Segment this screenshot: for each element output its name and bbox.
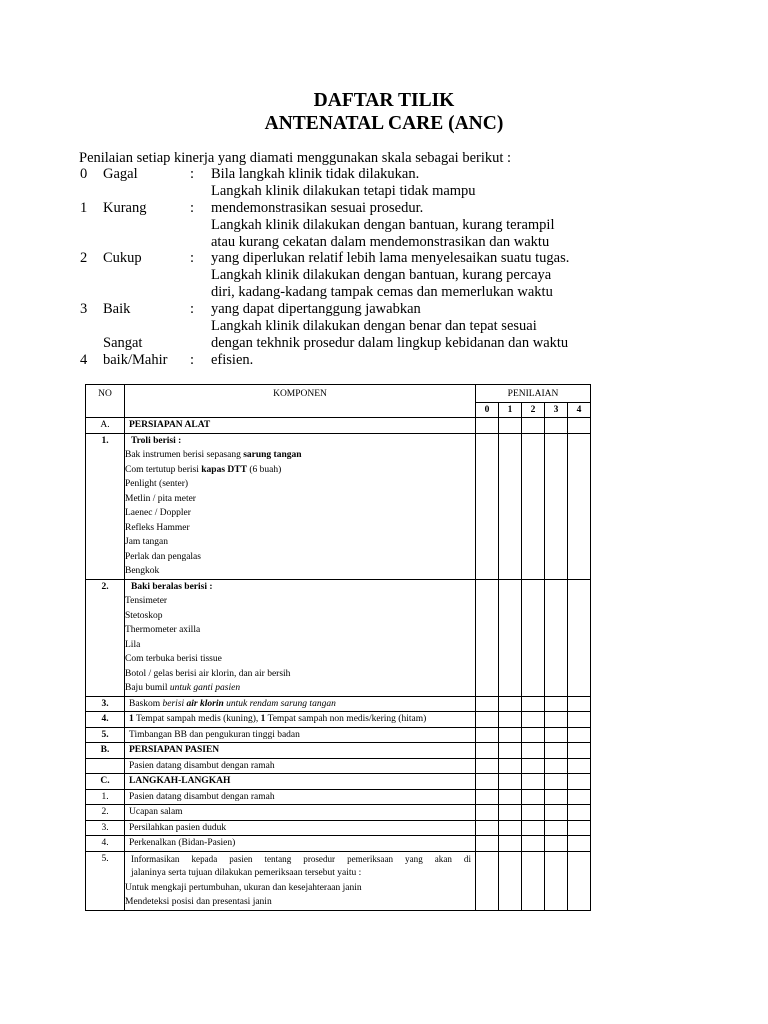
scale-2-desc: yang diperlukan relatif lebih lama menyelesaikan suatu tugas.	[211, 250, 570, 266]
list-item: Botol / gelas berisi air klorin, dan air bersih	[125, 668, 291, 679]
score-cell[interactable]	[499, 579, 522, 696]
scale-4-name-line2: baik/Mahir	[103, 352, 168, 368]
list-item: Com tertutup berisi kapas DTT (6 buah)	[125, 464, 282, 475]
score-cell[interactable]	[522, 743, 545, 759]
row-1-no: 1.	[86, 433, 125, 579]
list-item: Untuk mengkaji pertumbuhan, ukuran dan kesejahteraan janin	[125, 882, 362, 893]
score-cell[interactable]	[522, 774, 545, 790]
scale-3-name: Baik	[103, 301, 131, 317]
row-c5-no: 5.	[86, 851, 125, 910]
list-item: jalaninya serta tujuan dilakukan pemeriksaan tersebut yaitu :	[131, 868, 362, 878]
list-item: Tensimeter	[125, 596, 168, 606]
score-cell[interactable]	[522, 820, 545, 836]
table-row	[86, 727, 591, 743]
score-cell[interactable]	[476, 805, 499, 821]
row-3-no: 3.	[86, 696, 125, 712]
scale-2-desc-pre2: atau kurang cekatan dalam mendemonstrasikan dan waktu	[211, 234, 550, 250]
score-cell[interactable]	[499, 805, 522, 821]
score-cell[interactable]	[522, 696, 545, 712]
score-cell[interactable]	[476, 774, 499, 790]
score-cell[interactable]	[499, 433, 522, 579]
row-4-no: 4.	[86, 712, 125, 728]
score-cell[interactable]	[499, 727, 522, 743]
list-item: Bengkok	[125, 566, 160, 576]
row-c4-no: 4.	[86, 836, 125, 852]
score-cell[interactable]	[522, 727, 545, 743]
score-cell[interactable]	[568, 727, 591, 743]
header-no: NO	[86, 385, 125, 418]
list-item: Penlight (senter)	[125, 479, 189, 489]
table-row	[86, 579, 591, 696]
table-row	[86, 433, 591, 579]
scale-4-desc-pre1: Langkah klinik dilakukan dengan benar dan tepat sesuai	[211, 318, 537, 334]
document-title: DAFTAR TILIK	[313, 90, 455, 111]
row-1-component	[125, 433, 476, 579]
section-a-no: A.	[86, 418, 125, 434]
score-cell[interactable]	[568, 789, 591, 805]
score-cell[interactable]	[568, 851, 591, 910]
section-a-row	[86, 418, 591, 434]
checklist-table	[85, 384, 591, 911]
score-cell[interactable]	[476, 696, 499, 712]
score-cell[interactable]	[568, 579, 591, 696]
list-item: Mendeteksi posisi dan presentasi janin	[125, 897, 272, 907]
score-cell[interactable]	[476, 789, 499, 805]
table-row	[86, 851, 591, 910]
score-cell[interactable]	[545, 433, 568, 579]
section-b-label: PERSIAPAN PASIEN	[125, 743, 476, 759]
row-1-head: Troli berisi :	[131, 435, 182, 446]
score-cell[interactable]	[545, 805, 568, 821]
list-item: Refleks Hammer	[125, 522, 190, 533]
table-row	[86, 789, 591, 805]
row-c2-component: Ucapan salam	[125, 805, 476, 821]
score-cell[interactable]	[522, 712, 545, 728]
score-cell[interactable]	[545, 712, 568, 728]
table-row	[86, 836, 591, 852]
score-cell[interactable]	[545, 851, 568, 910]
score-cell[interactable]	[499, 820, 522, 836]
scale-3-colon: :	[190, 301, 195, 317]
section-b-row	[86, 743, 591, 759]
score-header-1: 1	[499, 402, 522, 418]
scale-2-name: Cukup	[103, 250, 142, 266]
document-subtitle: ANTENATAL CARE (ANC)	[264, 113, 504, 134]
row-3-component: Baskom berisi air klorin untuk rendam sarung tangan	[125, 696, 476, 712]
section-c-label: LANGKAH-LANGKAH	[125, 774, 476, 790]
row-b1-no	[86, 758, 125, 774]
scale-4-name-line1: Sangat	[103, 335, 143, 351]
scale-0-number: 0	[80, 166, 88, 182]
score-cell[interactable]	[545, 579, 568, 696]
scale-4-colon: :	[190, 352, 195, 368]
scale-4-desc: efisien.	[211, 352, 254, 368]
score-cell[interactable]	[522, 433, 545, 579]
header-komponen: KOMPONEN	[125, 385, 476, 418]
score-cell[interactable]	[545, 820, 568, 836]
row-5-no: 5.	[86, 727, 125, 743]
section-c-no: C.	[86, 774, 125, 790]
row-2-no: 2.	[86, 579, 125, 696]
score-cell[interactable]	[568, 805, 591, 821]
scale-0-name: Gagal	[103, 166, 138, 182]
row-4-component: 1 Tempat sampah medis (kuning), 1 Tempat sampah non medis/kering (hitam)	[125, 712, 476, 728]
list-item: Thermometer axilla	[125, 625, 201, 635]
score-cell[interactable]	[476, 418, 499, 434]
row-5-component: Timbangan BB dan pengukuran tinggi badan	[125, 727, 476, 743]
list-item: Com terbuka berisi tissue	[125, 654, 222, 664]
row-c1-no: 1.	[86, 789, 125, 805]
scale-4-number: 4	[80, 352, 88, 368]
score-cell[interactable]	[522, 758, 545, 774]
row-c2-no: 2.	[86, 805, 125, 821]
score-cell[interactable]	[568, 433, 591, 579]
score-cell[interactable]	[545, 743, 568, 759]
score-cell[interactable]	[476, 851, 499, 910]
list-item: Lila	[125, 639, 141, 650]
score-cell[interactable]	[476, 820, 499, 836]
section-a-label: PERSIAPAN ALAT	[125, 418, 476, 434]
score-cell[interactable]	[522, 418, 545, 434]
scale-1-desc: mendemonstrasikan sesuai prosedur.	[211, 200, 424, 216]
score-cell[interactable]	[476, 579, 499, 696]
list-item: Informasikan kepada pasien tentang prosedur pemeriksaan yang akan di	[131, 853, 471, 864]
score-header-0: 0	[476, 402, 499, 418]
intro-text: Penilaian setiap kinerja yang diamati menggunakan skala sebagai berikut :	[79, 150, 512, 166]
score-cell[interactable]	[476, 433, 499, 579]
header-penilaian: PENILAIAN	[476, 385, 591, 403]
score-cell[interactable]	[568, 418, 591, 434]
list-item: Stetoskop	[125, 610, 163, 621]
score-cell[interactable]	[545, 418, 568, 434]
score-cell[interactable]	[568, 820, 591, 836]
score-cell[interactable]	[568, 696, 591, 712]
score-cell[interactable]	[499, 774, 522, 790]
score-cell[interactable]	[499, 712, 522, 728]
list-item: Metlin / pita meter	[125, 493, 196, 504]
table-row	[86, 696, 591, 712]
table-row	[86, 712, 591, 728]
score-cell[interactable]	[476, 743, 499, 759]
list-item: Bak instrumen berisi sepasang sarung tangan	[125, 450, 302, 460]
scale-1-colon: :	[190, 200, 195, 216]
row-c4-component: Perkenalkan (Bidan-Pasien)	[125, 836, 476, 852]
score-cell[interactable]	[522, 579, 545, 696]
table-row	[86, 820, 591, 836]
scale-3-number: 3	[80, 301, 88, 317]
scale-0-desc: Bila langkah klinik tidak dilakukan.	[211, 166, 420, 182]
score-cell[interactable]	[522, 789, 545, 805]
table-row	[86, 805, 591, 821]
score-header-2: 2	[522, 402, 545, 418]
score-cell[interactable]	[545, 696, 568, 712]
score-header-3: 3	[545, 402, 568, 418]
score-cell[interactable]	[522, 805, 545, 821]
scale-3-desc-pre1: Langkah klinik dilakukan dengan bantuan, kurang percaya	[211, 267, 552, 283]
score-cell[interactable]	[499, 696, 522, 712]
list-item: Perlak dan pengalas	[125, 551, 201, 562]
scale-1-number: 1	[80, 200, 88, 216]
score-header-4: 4	[568, 402, 591, 418]
list-item: Jam tangan	[125, 537, 169, 547]
score-cell[interactable]	[522, 851, 545, 910]
score-cell[interactable]	[476, 727, 499, 743]
score-cell[interactable]	[499, 851, 522, 910]
score-cell[interactable]	[499, 743, 522, 759]
list-item: Baju bumil untuk ganti pasien	[125, 683, 241, 693]
score-cell[interactable]	[545, 727, 568, 743]
score-cell[interactable]	[522, 836, 545, 852]
scale-3-desc: yang dapat dipertanggung jawabkan	[211, 301, 421, 317]
row-c1-component: Pasien datang disambut dengan ramah	[125, 789, 476, 805]
row-2-component	[125, 579, 476, 696]
score-cell[interactable]	[545, 836, 568, 852]
score-cell[interactable]	[476, 836, 499, 852]
score-cell[interactable]	[545, 789, 568, 805]
section-b-no: B.	[86, 743, 125, 759]
scale-2-desc-pre1: Langkah klinik dilakukan dengan bantuan, kurang terampil	[211, 217, 555, 233]
list-item: Laenec / Doppler	[125, 508, 191, 518]
score-cell[interactable]	[545, 758, 568, 774]
score-cell[interactable]	[568, 712, 591, 728]
scale-1-name: Kurang	[103, 200, 147, 216]
scale-0-colon: :	[190, 166, 195, 182]
score-cell[interactable]	[499, 836, 522, 852]
row-c3-component: Persilahkan pasien duduk	[125, 820, 476, 836]
row-2-head: Baki beralas berisi :	[131, 581, 213, 592]
scale-2-colon: :	[190, 250, 195, 266]
scale-1-desc-pre: Langkah klinik dilakukan tetapi tidak mampu	[211, 183, 476, 199]
score-cell[interactable]	[476, 758, 499, 774]
score-cell[interactable]	[476, 712, 499, 728]
score-cell[interactable]	[568, 836, 591, 852]
scale-3-desc-pre2: diri, kadang-kadang tampak cemas dan memerlukan waktu	[211, 284, 553, 300]
scale-4-desc-pre2: dengan tekhnik prosedur dalam lingkup kebidanan dan waktu	[211, 335, 569, 351]
row-c5-component	[125, 851, 476, 910]
score-cell[interactable]	[568, 758, 591, 774]
score-cell[interactable]	[568, 774, 591, 790]
score-cell[interactable]	[499, 758, 522, 774]
table-row	[86, 758, 591, 774]
score-cell[interactable]	[568, 743, 591, 759]
row-c3-no: 3.	[86, 820, 125, 836]
score-cell[interactable]	[499, 789, 522, 805]
score-cell[interactable]	[499, 418, 522, 434]
scale-2-number: 2	[80, 250, 88, 266]
section-c-row	[86, 774, 591, 790]
row-b1-component: Pasien datang disambut dengan ramah	[125, 758, 476, 774]
score-cell[interactable]	[545, 774, 568, 790]
